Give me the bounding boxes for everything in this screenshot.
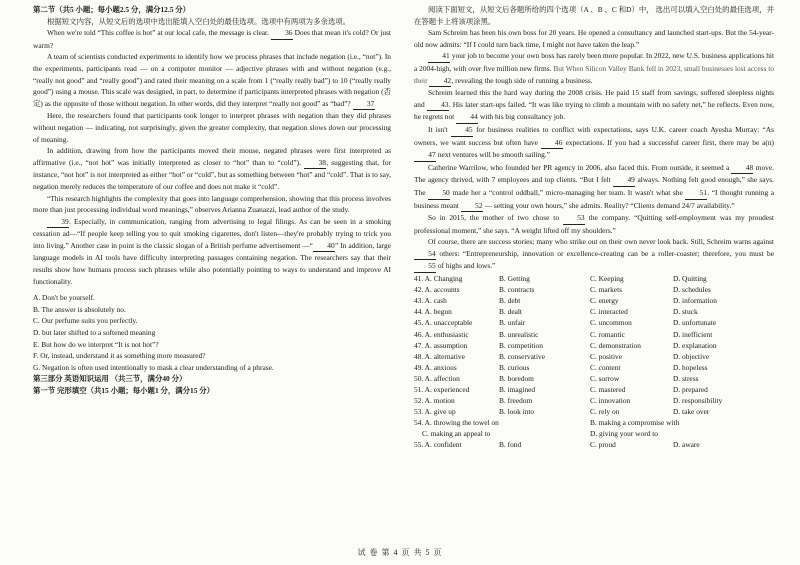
question-row <box>414 306 774 317</box>
cloze-paragraph-3: Schreim learned this the hard way during the 2008 crisis. He paid 15 staff from savings, suffered sleepless nights and 43. His later start-ups failed. “It was like trying to climb a mountain with no safety net,” he reflects. Even now, he regrets not 44 with his big consultancy job. <box>414 87 774 124</box>
cloze-paragraph-5: Catherine Warrilow, who founded her PR agency in 2006, also faced this. From outside, it seemed a 48 move. The agency thrived, with 7 employees and top clients. “But I felt 49 always. Nothing felt good enough,” she says. The 50 made her a “control oddball,” micro-managing her team. It wasn't what she 51. “I thought running a business meant 52 — setting your own hours,” she admits. Reality? “Clients demand 24/7 availability.” <box>414 162 774 212</box>
blank-44: 44 <box>456 111 478 124</box>
answer-option: 43. A. cash <box>414 296 447 306</box>
answer-option: 53. A. give up <box>414 407 456 417</box>
answer-option: D. responsibility <box>673 396 723 406</box>
question-row <box>414 295 774 306</box>
question-row <box>414 373 774 384</box>
passage-paragraph-1: When we're told “This coffee is hot” at our local cafe, the message is clear. 36 Does that mean it's cold? Or just warm? <box>33 28 391 50</box>
answer-option: B. contracts <box>499 285 535 295</box>
answer-option: C. energy <box>590 296 619 306</box>
option-b: B. The answer is absolutely no. <box>33 304 126 314</box>
section2-instructions: 根据短文内容，从短文后的选项中选出能填入空白处的最佳选项。选项中有两项为多余选项。 <box>47 16 351 26</box>
answer-option: B. unrealistic <box>499 329 539 339</box>
question-row-55: 55. A. confident B. fond C. proud D. aware <box>414 440 700 450</box>
option-g: G. Negation is often used intentionally to mask a clear understanding of a phrase. <box>33 362 274 372</box>
answer-option: 42. A. accounts <box>414 285 460 295</box>
answer-option: C. content <box>590 362 621 372</box>
answer-option: B. unfair <box>499 318 526 328</box>
section2-title: 第二节（共5 小题；每小题2.5 分，满分12.5 分） <box>33 5 191 14</box>
question-row <box>414 284 774 295</box>
cloze-paragraph-7: Of course, there are success stories; many who strike out on their own never look back. Still, Schreim warns against 54 others: “Entrepreneurship, innovation or excellence-creating can be a roller-coaster; therefore, you must be 55 of highs and lows.” <box>414 236 774 273</box>
passage-paragraph-2: A team of scientists conducted experiments to identify how we process phrases that include negation (i.e., “not”). In the experiments, participants read — on a computer monitor — adjective phrases with and without negation (e.g., “really not good” and “really good”) and rated their meaning on a scale from 1 (“really really bad”) to 10 (“really really good”) using a mouse. This scale was designed, in part, to determine if participants interpreted phrases with negation (否定) as the opposite of those without negation. In other words, did they interpret “really not good” as “bad”? 37 <box>33 51 391 110</box>
cloze-instructions: 阅读下面短文，从短文后各题所给的四个选项（A 、B 、C 和D）中， 选出可以填入空白处的最佳选项，并在答题卡上将该项涂黑。 <box>414 5 774 26</box>
question-row <box>414 317 774 328</box>
answer-option: C. innovation <box>590 396 631 406</box>
left-column <box>33 4 391 397</box>
right-column <box>414 4 774 451</box>
answer-option: C. markets <box>590 285 623 295</box>
answer-option: C. romantic <box>590 329 625 339</box>
answer-option: B. curious <box>499 362 530 372</box>
answer-option: D. Quitting <box>673 274 707 284</box>
answer-option: 52. A. motion <box>414 396 455 406</box>
blank-46: 46 <box>541 137 563 150</box>
question-row <box>414 362 774 373</box>
answer-option: C. uncommon <box>590 318 632 328</box>
answer-option: D. unfortunate <box>673 318 717 328</box>
blank-42: 42 <box>429 75 451 88</box>
section1-title: 第一节 完形填空（共15 小题；每小题1 分，满分15 分） <box>33 386 215 395</box>
answer-option: C. positive <box>590 351 623 361</box>
answer-option: D. prepared <box>673 385 708 394</box>
question-row <box>414 273 774 284</box>
passage-paragraph-6: 39. Especially, in communication, ranging from advertising to legal filings. As can be seen in a smoking cessation ad—“If people keep telling you to quit smoking cigarettes, don't listen—they're probably trying to trick you into living.” Another case in point is the classic slogan of a British perfume advertisement —“ 40” In addition, large language models in AI tools have difficulty interpreting passages containing negation. The researchers say that their results show how humans process such phrases while also potentially pointing to ways to understand and improve AI functionality. <box>33 216 391 286</box>
question-row <box>414 340 774 351</box>
blank-50: 50 <box>428 187 450 200</box>
answer-option: 48. A. alternative <box>414 351 465 361</box>
blank-40: 40 <box>313 240 335 253</box>
blank-43: 43 <box>427 99 449 112</box>
answer-option: 41. A. Changing <box>414 274 463 284</box>
question-row <box>414 384 774 395</box>
answer-option: D. hopeless <box>673 362 708 372</box>
answer-option: D. objective <box>673 351 710 361</box>
question-options <box>414 273 774 417</box>
answer-option: 45. A. unacceptable <box>414 318 473 328</box>
answer-option: B. debt <box>499 296 521 306</box>
page-footer: 试 卷 第 4 页 共 5 页 <box>357 548 443 557</box>
answer-option: D. information <box>673 296 717 306</box>
blank-52: 52 <box>461 200 483 213</box>
part3-title: 第三部分 英语知识运用 （共三节，满分40 分） <box>33 374 187 384</box>
answer-option: D. schedules <box>673 285 711 295</box>
answer-option: B. dealt <box>499 307 522 317</box>
answer-option: C. rely on <box>590 407 620 417</box>
answer-option: D. stress <box>673 373 699 383</box>
answer-option: 50. A. affection <box>414 373 460 383</box>
answer-option: C. demonstration <box>590 340 641 350</box>
answer-option: B. imagined <box>499 385 536 394</box>
blank-39: 39 <box>47 216 69 229</box>
answer-option: D. explanation <box>673 340 717 350</box>
option-f: F. Or, instead, understand it as something more measured? <box>33 351 206 361</box>
question-row <box>414 351 774 362</box>
answer-option: C. sorrow <box>590 373 620 383</box>
question-row <box>414 395 774 406</box>
answer-option: 47. A. assumption <box>414 340 468 350</box>
passage-paragraph-4: In addition, drawing from how the participants moved their mouse, negated phrases were first interpreted as affirmative (i.e., “not hot” was initially interpreted as closer to “hot” than to “cold”). 38, suggesting that, for instance, “not hot” is not interpreted as either “hot” or “cold”, but as something between “hot” and “cold”. That is to say, negation merely reduces the temperature of our coffee and does not make it “cold”. <box>33 146 391 191</box>
answer-option: 44. A. begun <box>414 307 452 317</box>
passage-paragraph-3: Here, the researchers found that participants took longer to interpret phrases with negation than they did phrases without negation — indicating, not surprisingly, given the greater complexity, that negation slows down our processing of meaning. <box>33 111 391 144</box>
answer-option: B. freedom <box>499 396 533 406</box>
blank-41: 41 <box>428 50 450 63</box>
answer-option: B. competition <box>499 340 543 350</box>
blank-38: 38 <box>304 157 326 170</box>
cloze-paragraph-2: 41 your job to become your own boss has rarely been more popular. In 2022, new U.S. business applications hit a 2004-high, with over five million new firms. But When Silicon Valley Bank fell in 2023, small businesses lost access to their 42, revealing the tough side of running a business. <box>414 50 774 87</box>
answer-option: 46. A. enthusiastic <box>414 329 469 339</box>
answer-option: B. Getting <box>499 274 530 284</box>
blank-55: 55 <box>414 260 436 273</box>
option-c: C. Our perfume suits you perfectly. <box>33 316 138 326</box>
answer-option: B. conservative <box>499 351 545 361</box>
blank-54: 54 <box>414 248 436 261</box>
answer-option: D. take over <box>673 407 710 417</box>
answer-option: C. interacted <box>590 307 628 317</box>
question-row <box>414 406 774 417</box>
blank-49: 49 <box>613 174 635 187</box>
blank-45: 45 <box>451 124 473 137</box>
cloze-paragraph-6: So in 2015, the mother of two chose to 53 the company. “Quitting self-employment was my proudest professional moment,” she says. “A weight lifted off my shoulders.” <box>414 213 774 235</box>
answer-option: D. inefficient <box>673 329 713 339</box>
blank-53: 53 <box>563 212 585 225</box>
blank-36: 36 <box>271 27 293 40</box>
blank-37: 37 <box>353 98 375 111</box>
question-row-54a: 54. A. throwing the towel on B. making a compromise with <box>414 418 680 428</box>
cloze-paragraph-1: Sam Schreim has been his own boss for 20 years. He opened a consultancy and launched start-ups. But the 54-year-old now admits: “If I could turn back time, I might not have taken the leap.” <box>414 28 774 49</box>
blank-51: 51 <box>685 187 707 200</box>
answer-option: 49. A. anxious <box>414 362 457 372</box>
blank-48: 48 <box>731 162 753 175</box>
passage-paragraph-5: “This research highlights the complexity that goes into language comprehension, showing that this process involves more than just processing individual word meanings,” observes Arianna Zuanazzi, lead author of the study. <box>33 193 391 215</box>
cloze-paragraph-4: It isn't 45 for business realities to conflict with expectations, says U.K. career coach Ayesha Murray: “As owners, we want success but often have 46 expectations. If you had a successful career first, there may be a(n) 47 next ventures will be smooth sailing.” <box>414 124 774 162</box>
option-d: D. but later shifted to a softened meaning <box>33 328 156 338</box>
question-row <box>414 329 774 340</box>
answer-option: B. boredom <box>499 373 534 383</box>
blank-47: 47 <box>414 149 436 162</box>
question-row-54b: C. making an appeal to D. giving your word to <box>422 429 658 439</box>
answer-option: 51. A. experienced <box>414 385 470 394</box>
answer-option: D. stuck <box>673 307 698 317</box>
answer-option: C. Keeping <box>590 274 624 284</box>
answer-option: C. mastered <box>590 385 626 394</box>
option-e: E. But how do we interpret “It is not hot”? <box>33 339 159 349</box>
option-a: A. Don't be yourself. <box>33 293 95 303</box>
answer-option: B. look into <box>499 407 535 417</box>
